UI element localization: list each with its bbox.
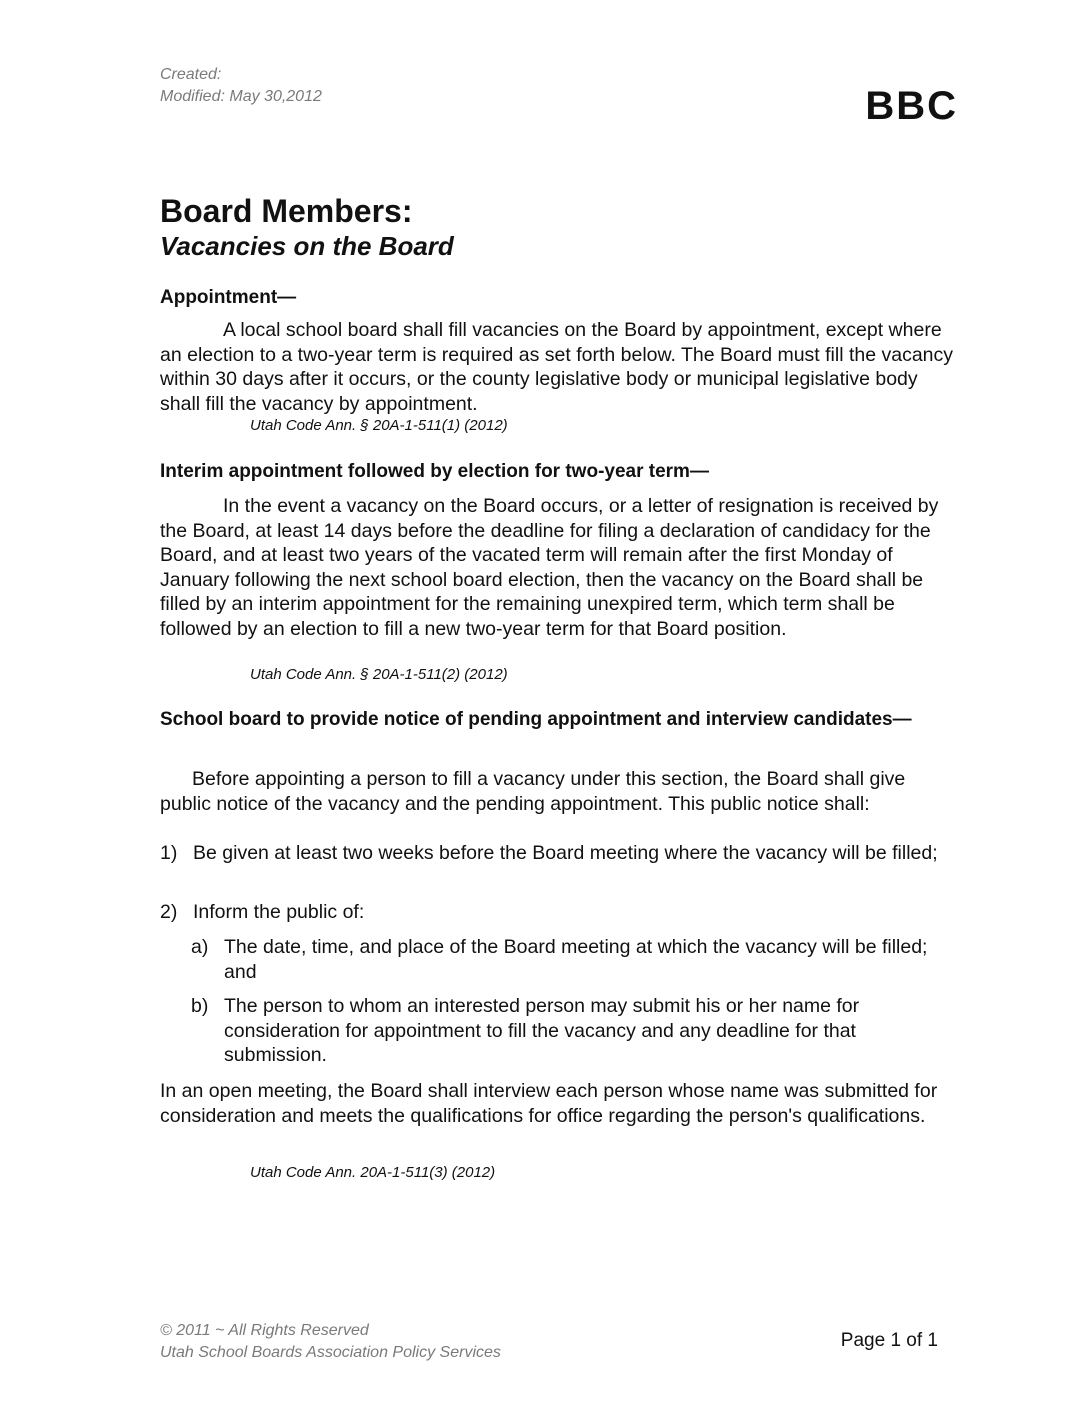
list-item-text: Inform the public of: — [193, 901, 365, 923]
section-heading-notice: School board to provide notice of pending appointment and interview candidates— — [160, 709, 912, 730]
section-intro-notice: Before appointing a person to fill a vacancy under this section, the Board shall give public notice of the vacancy and the pending appointment. This public notice shall: — [160, 768, 906, 815]
section-heading-interim: Interim appointment followed by election for two-year term— — [160, 461, 709, 482]
list-item-text: The date, time, and place of the Board meeting at which the vacancy will be filled; and — [224, 936, 928, 983]
list-item-text: Be given at least two weeks before the Board meeting where the vacancy will be filled; — [193, 842, 938, 864]
section-body-interim: In the event a vacancy on the Board occurs, or a letter of resignation is received by the Board, at least 14 days before the deadline for filing a declaration of candidacy for the Board, and at least two years of the vacated term will remain after the first Monday of January following the next school board election, then the vacancy on the Board shall be filled by an interim appointment for the remaining unexpired term, which term shall be followed by an election to fill a new two-year term for that Board position. — [160, 495, 939, 640]
page-subtitle: Vacancies on the Board — [160, 231, 454, 261]
citation-notice: Utah Code Ann. 20A-1-511(3) (2012) — [250, 1164, 496, 1181]
document-meta — [160, 64, 322, 108]
copyright-notice: © 2011 ~ All Rights Reserved — [160, 1322, 369, 1339]
list-item-text: The person to whom an interested person may submit his or her name for consideration for appointment to fill the vacancy and any deadline for that submission. — [224, 995, 860, 1067]
modified-date: Modified: May 30,2012 — [160, 88, 322, 105]
page-number: Page 1 of 1 — [840, 1330, 938, 1351]
list-marker: 2) — [160, 901, 178, 923]
citation-interim: Utah Code Ann. § 20A-1-511(2) (2012) — [250, 666, 508, 683]
organization-name: Utah School Boards Association Policy Services — [160, 1344, 501, 1361]
footer-credits — [160, 1320, 501, 1364]
sub-list-item — [191, 994, 960, 1068]
section-heading-appointment: Appointment— — [160, 287, 297, 308]
list-marker: b) — [191, 995, 209, 1017]
page-title: Board Members: — [160, 193, 413, 229]
list-marker: 1) — [160, 842, 178, 864]
list-item — [160, 841, 960, 866]
citation-appointment: Utah Code Ann. § 20A-1-511(1) (2012) — [250, 417, 508, 434]
list-marker: a) — [191, 936, 209, 958]
section-closing-notice: In an open meeting, the Board shall interview each person whose name was submitted for consideration and meets the qualifications for office regarding the person's qualifications. — [160, 1080, 938, 1127]
list-item — [160, 900, 960, 925]
section-body-appointment: A local school board shall fill vacancies on the Board by appointment, except where an election to a two-year term is required as set forth below. The Board must fill the vacancy within 30 days after it occurs, or the county legislative body or municipal legislative body shall fill the vacancy by appointment. — [160, 319, 954, 415]
policy-code: BBC — [865, 84, 958, 128]
sub-list-item — [191, 935, 960, 984]
created-label: Created: — [160, 66, 222, 83]
